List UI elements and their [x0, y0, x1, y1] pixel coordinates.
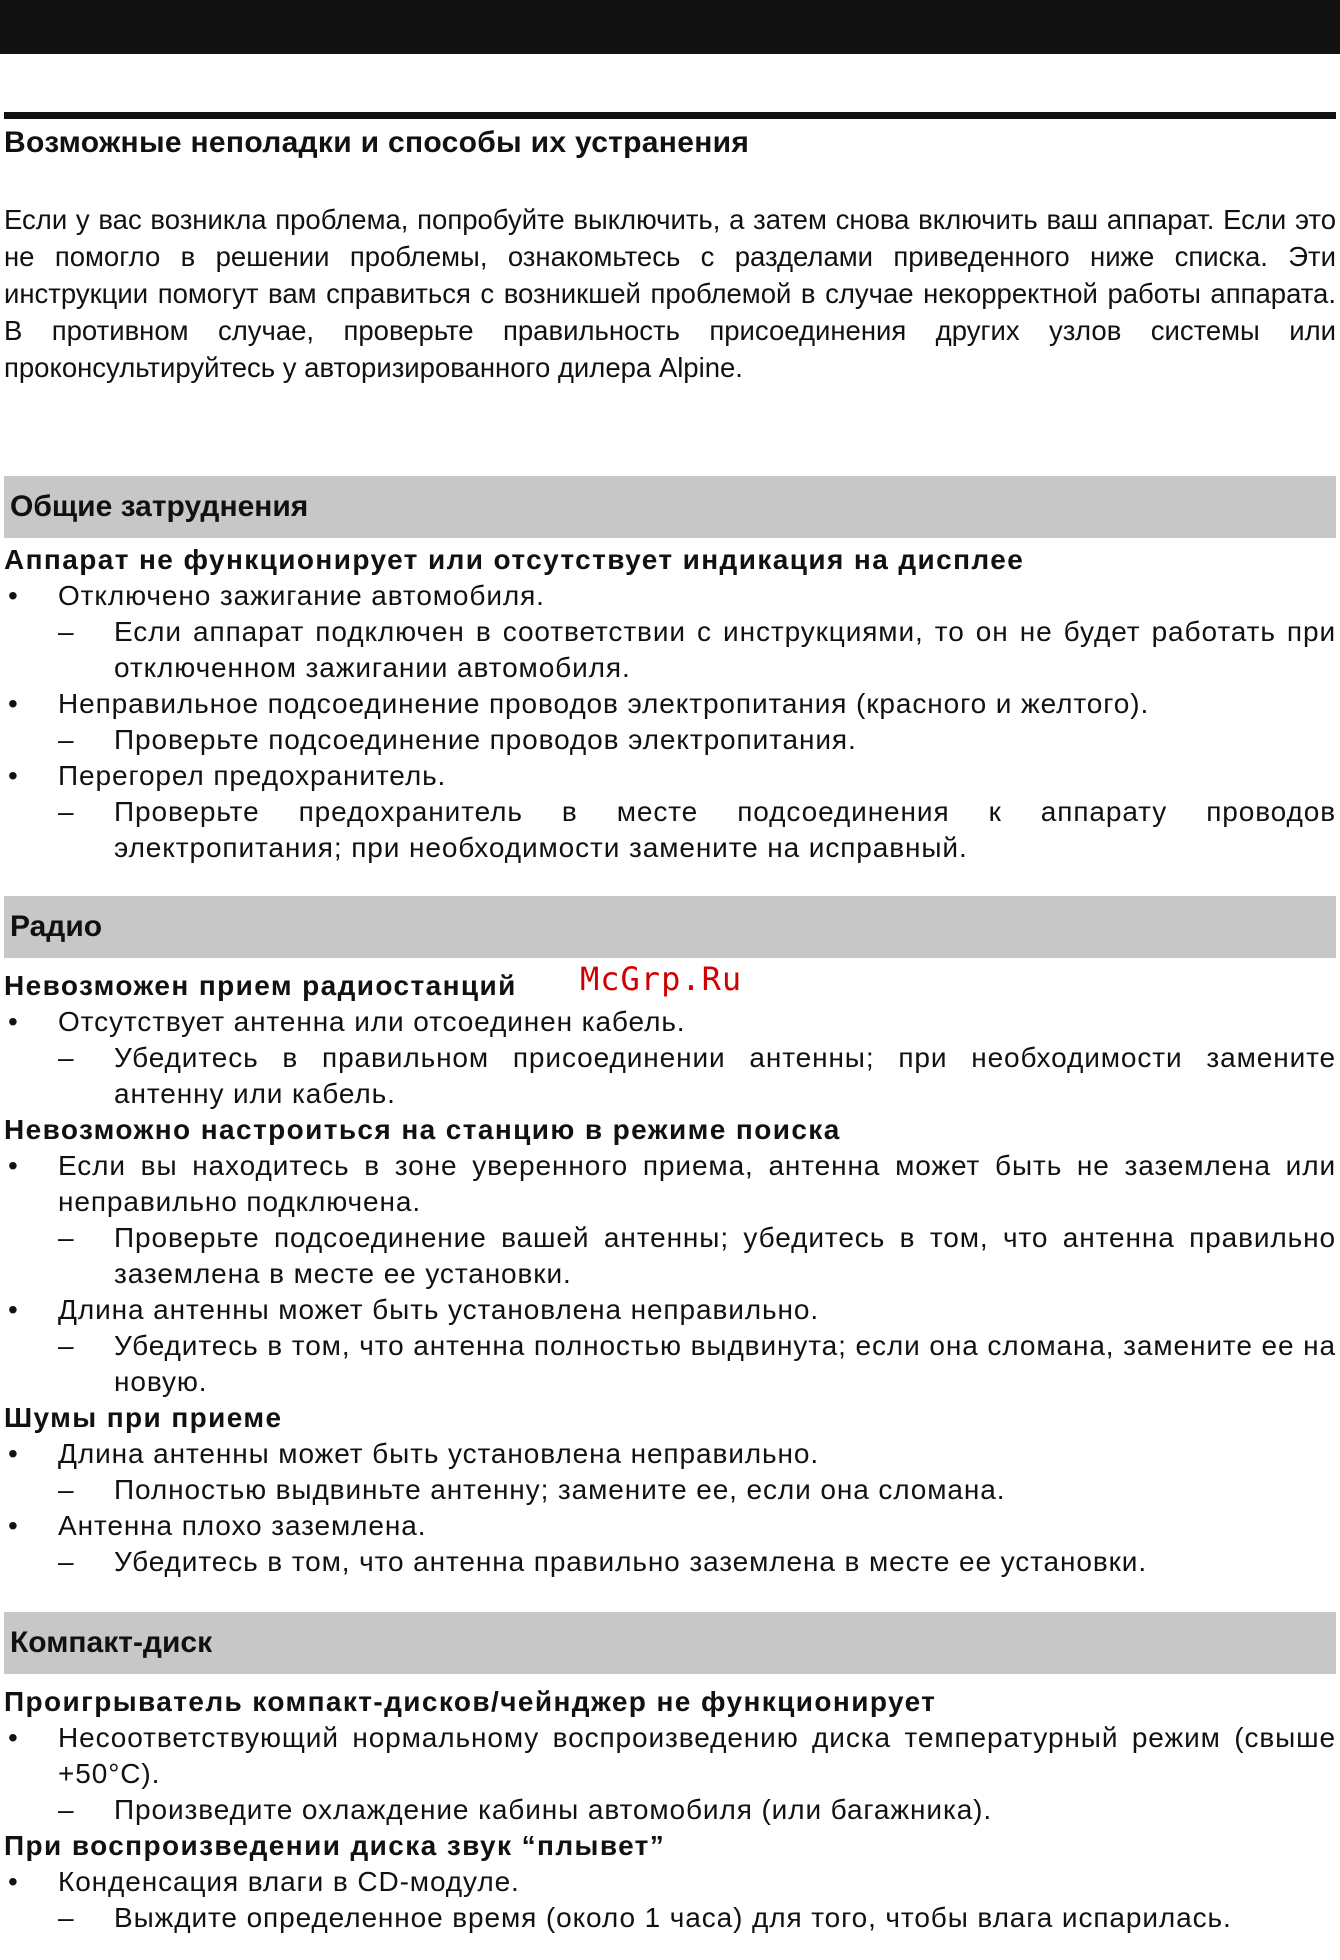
remedy-item: – Проверьте предохранитель в месте подсоединения к аппарату проводов электропитания; при необходимости замените на исправный.	[58, 796, 1336, 863]
dash-icon: –	[58, 1330, 75, 1361]
bullet-icon: •	[8, 688, 19, 719]
remedy-item: – Убедитесь в том, что антенна правильно заземлена в месте ее установки.	[4, 1544, 1336, 1580]
problem-title: Аппарат не функционирует или отсутствует индикация на дисплее	[4, 544, 1025, 575]
remedy-item: – Убедитесь в том, что антенна полностью выдвинута; если она сломана, замените ее на новую.	[58, 1330, 1336, 1397]
bullet-icon: •	[8, 1294, 19, 1325]
dash-icon: –	[58, 1042, 75, 1073]
problem-title: Проигрыватель компакт-дисков/чейнджер не функционирует	[4, 1686, 937, 1717]
document-page	[4, 112, 1336, 1936]
section-cd-header	[4, 1612, 1336, 1674]
cause-item: • Отсутствует антенна или отсоединен кабель.	[4, 1004, 1336, 1040]
remedy-item: – Проверьте подсоединение вашей антенны; убедитесь в том, что антенна правильно заземлена в месте ее установки.	[58, 1222, 1336, 1289]
bullet-icon: •	[8, 1006, 19, 1037]
remedy-item: – Полностью выдвиньте антенну; замените ее, если она сломана.	[4, 1472, 1336, 1508]
intro-paragraph: Если у вас возникла проблема, попробуйте выключить, а затем снова включить ваш аппарат. Если это не помогло в решении проблемы, ознакомьтесь с разделами приведенного ниже списка. Эти инструкции помогут вам справиться с возникшей проблемой в случае некорректной работы аппарата. В противном случае, проверьте правильность присоединения других узлов системы или проконсультируйтесь у авторизированного дилера Alpine.	[4, 204, 1336, 383]
page-title: Возможные неполадки и способы их устранения	[4, 126, 750, 159]
dash-icon: –	[58, 1474, 75, 1505]
remedy-item: – Если аппарат подключен в соответствии с инструкциями, то он не будет работать при отключенном зажигании автомобиля.	[58, 616, 1336, 683]
section-radio-header	[4, 896, 1336, 958]
header-bar	[0, 0, 1340, 54]
cause-item: • Отключено зажигание автомобиля.	[4, 578, 1336, 614]
problem-title: Невозможно настроиться на станцию в режиме поиска	[4, 1114, 841, 1145]
title-rule	[4, 112, 1336, 169]
remedy-item: – Убедитесь в правильном присоединении антенны; при необходимости замените антенну или кабель.	[58, 1042, 1336, 1109]
cause-item: • Несоответствующий нормальному воспроизведению диска температурный режим (свыше +50°C).	[8, 1722, 1336, 1789]
bullet-icon: •	[8, 1150, 19, 1181]
cause-item: • Длина антенны может быть установлена неправильно.	[4, 1436, 1336, 1472]
cause-list	[4, 1436, 1336, 1580]
cause-item: • Конденсация влаги в CD-модуле.	[4, 1864, 1336, 1900]
cause-list	[4, 1004, 1336, 1112]
bullet-icon: •	[8, 1438, 19, 1469]
remedy-item: – Произведите охлаждение кабины автомобиля (или багажника).	[4, 1792, 1336, 1828]
cause-item: • Если вы находитесь в зоне уверенного приема, антенна может быть не заземлена или неправильно подключена.	[8, 1150, 1336, 1217]
dash-icon: –	[58, 1222, 75, 1253]
bullet-icon: •	[8, 1510, 19, 1541]
cause-item: • Перегорел предохранитель.	[4, 758, 1336, 794]
cause-item: • Антенна плохо заземлена.	[4, 1508, 1336, 1544]
section-title: Компакт-диск	[10, 1626, 213, 1659]
dash-icon: –	[58, 796, 75, 827]
remedy-item: – Проверьте подсоединение проводов электропитания.	[4, 722, 1336, 758]
watermark-text: McGrp.Ru	[580, 960, 743, 998]
problem-title: Шумы при приеме	[4, 1402, 283, 1433]
problem-title: Невозможен прием радиостанций	[4, 970, 517, 1001]
cause-item: • Длина антенны может быть установлена неправильно.	[4, 1292, 1336, 1328]
bullet-icon: •	[8, 760, 19, 791]
cause-list	[4, 1864, 1336, 1936]
section-general-header	[4, 476, 1336, 538]
dash-icon: –	[58, 1794, 75, 1825]
cause-list	[4, 578, 1336, 866]
remedy-item: – Выждите определенное время (около 1 часа) для того, чтобы влага испарилась.	[4, 1900, 1336, 1936]
bullet-icon: •	[8, 580, 19, 611]
problem-title: При воспроизведении диска звук “плывет”	[4, 1830, 666, 1861]
section-title: Общие затруднения	[10, 490, 309, 523]
dash-icon: –	[58, 616, 75, 647]
dash-icon: –	[58, 1902, 75, 1933]
cause-item: • Неправильное подсоединение проводов электропитания (красного и желтого).	[4, 686, 1336, 722]
cause-list	[4, 1148, 1336, 1400]
dash-icon: –	[58, 1546, 75, 1577]
section-title: Радио	[10, 910, 103, 943]
bullet-icon: •	[8, 1866, 19, 1897]
dash-icon: –	[58, 724, 75, 755]
cause-list	[4, 1720, 1336, 1828]
bullet-icon: •	[8, 1722, 19, 1753]
